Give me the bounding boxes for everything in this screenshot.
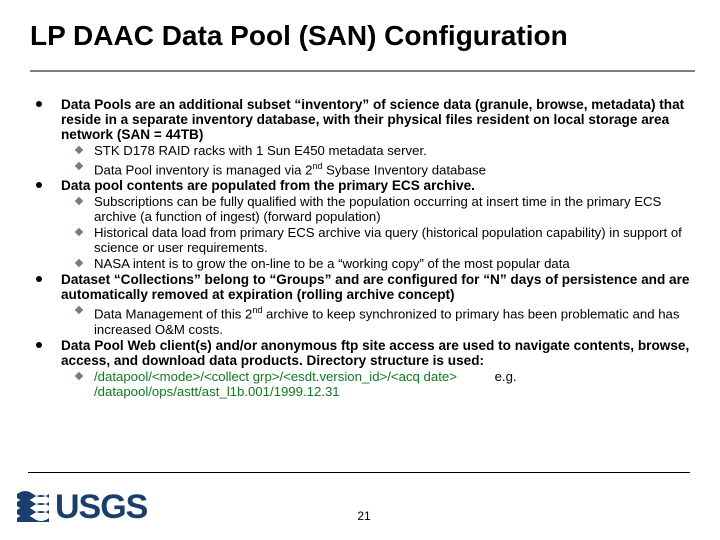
diamond-bullet-icon xyxy=(75,259,83,267)
usgs-logo xyxy=(15,484,165,524)
usgs-logo-text: USGS xyxy=(55,488,148,524)
bullet-dot-icon xyxy=(36,276,42,282)
slide-title: LP DAAC Data Pool (SAN) Configuration xyxy=(30,20,568,51)
diamond-bullet-icon xyxy=(75,146,83,154)
sub-bullet-text: STK D178 RAID racks with 1 Sun E450 metadata server. xyxy=(94,143,427,158)
sub-bullet xyxy=(36,143,696,158)
diamond-bullet-icon xyxy=(75,372,83,380)
footer-divider xyxy=(28,472,690,473)
usgs-wave-icon xyxy=(17,491,49,522)
bullet-1 xyxy=(36,97,696,142)
diamond-bullet-icon xyxy=(75,197,83,205)
example-label: e.g. xyxy=(494,368,517,384)
sub-bullet-text-end: archive to keep synchronized to primary has been problematic and has increased O&M costs. xyxy=(94,306,680,337)
diamond-bullet-icon xyxy=(75,162,83,170)
diamond-bullet-icon xyxy=(75,228,83,236)
sub-bullet-text-end: Sybase Inventory database xyxy=(322,162,486,178)
bullet-text: Data Pools are an additional subset “inventory” of science data (granule, browse, metadata) that reside in a separate inventory database, with their physical files resident on local storage area network (SAN = 44TB) xyxy=(61,97,685,142)
sub-bullet xyxy=(36,369,696,399)
bullet-text: Data Pool Web client(s) and/or anonymous ftp site access are used to navigate contents, browse, access, and download data products. Directory structure is used: xyxy=(61,337,690,368)
sub-bullet xyxy=(36,256,696,271)
sub-bullet xyxy=(36,194,696,224)
slide-content xyxy=(36,97,696,400)
bullet-dot-icon xyxy=(36,182,42,188)
title-divider xyxy=(30,70,695,72)
sub-bullet-text-start: Data Management of this 2 xyxy=(94,306,253,322)
bullet-2 xyxy=(36,178,696,193)
sub-bullet xyxy=(36,159,696,177)
sub-bullet xyxy=(36,225,696,255)
bullet-dot-icon xyxy=(36,342,42,348)
superscript: nd xyxy=(312,161,323,171)
sub-bullet xyxy=(36,303,696,336)
bullet-dot-icon xyxy=(36,101,42,107)
diamond-bullet-icon xyxy=(75,306,83,314)
sub-bullet-text: NASA intent is to grow the on-line to be a “working copy” of the most popular data xyxy=(94,256,570,272)
superscript: nd xyxy=(252,305,263,316)
bullet-text: Data pool contents are populated from the primary ECS archive. xyxy=(61,178,475,194)
page-number: 21 xyxy=(357,509,371,523)
bullet-3 xyxy=(36,272,696,302)
sub-bullet-text: Subscriptions can be fully qualified with the population occurring at insert time in the primary ECS archive (a function of ingest) (forward population) xyxy=(94,194,662,225)
sub-bullet-text: Historical data load from primary ECS archive via query (historical population capability) in support of science or user requirements. xyxy=(94,225,682,256)
bullet-text: Dataset “Collections” belong to “Groups” and are configured for “N” days of persistence and are automatically removed at expiration (rolling archive concept) xyxy=(61,272,690,303)
sub-bullet-text-start: Data Pool inventory is managed via 2 xyxy=(94,162,313,178)
example-path: /datapool/ops/astt/ast_l1b.001/1999.12.31 xyxy=(94,383,340,399)
bullet-4 xyxy=(36,338,696,368)
directory-path: /datapool/<mode>/<collect grp>/<esdt.version_id>/<acq date> xyxy=(94,368,457,384)
